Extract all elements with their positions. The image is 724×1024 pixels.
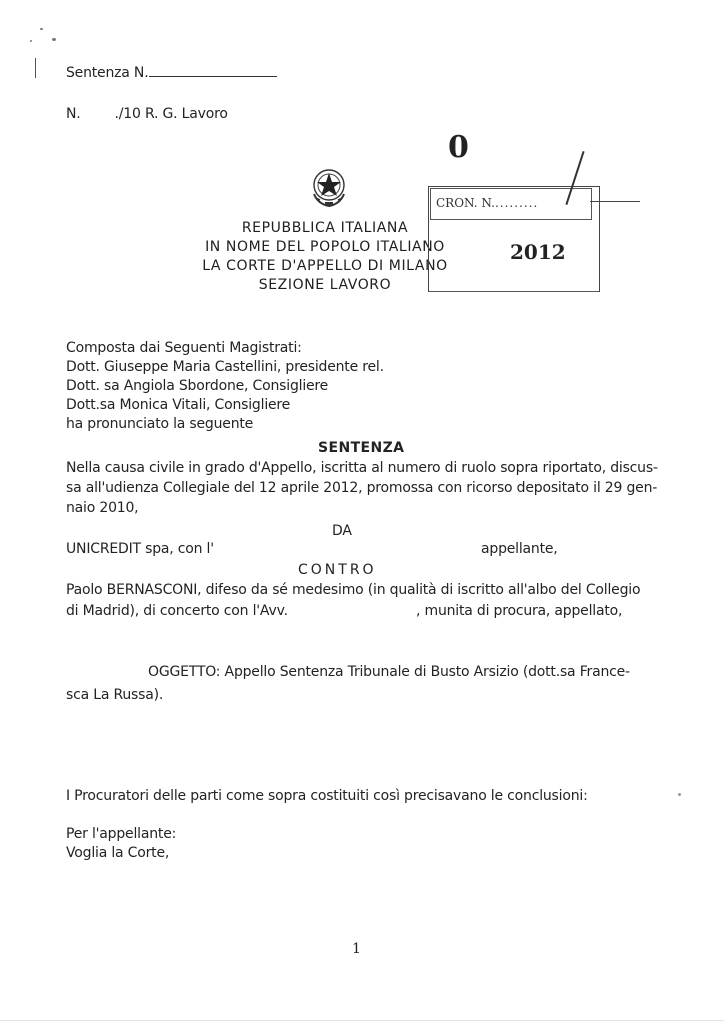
- per-appellante-label: Per l'appellante:: [66, 826, 177, 842]
- voglia-la-corte: Voglia la Corte,: [66, 845, 170, 861]
- respondent-line-1: Paolo BERNASCONI, difeso da sé medesimo (in qualità di iscritto all'albo del Collegio: [66, 582, 641, 598]
- scan-speck: [40, 28, 43, 30]
- stamp-cron-line: CRON. N..........: [436, 196, 539, 210]
- scan-speck: [678, 793, 681, 796]
- stamp-number: 0: [448, 130, 469, 165]
- magistrates-intro: Composta dai Seguenti Magistrati:: [66, 340, 302, 356]
- court-heading-court: LA CORTE D'APPELLO DI MILANO: [202, 258, 448, 274]
- paragraph-case-line-2: sa all'udienza Collegiale del 12 aprile 2012, promossa con ricorso depositato il 29 gen-: [66, 480, 658, 496]
- sentenza-title: SENTENZA: [318, 440, 405, 456]
- margin-mark: [35, 58, 36, 78]
- stamp-cron-label: CRON. N.: [436, 196, 495, 210]
- contro-heading: CONTRO: [298, 562, 377, 578]
- sentenza-number-blank: [149, 64, 277, 77]
- magistrates-closing: ha pronunciato la seguente: [66, 416, 254, 432]
- court-heading-people: IN NOME DEL POPOLO ITALIANO: [205, 239, 445, 255]
- paragraph-case-line-3: naio 2010,: [66, 500, 139, 516]
- respondent-line-2-end: , munita di procura, appellato,: [416, 603, 623, 619]
- italian-republic-emblem: [306, 164, 352, 210]
- da-heading: DA: [332, 523, 352, 539]
- appellant-role: appellante,: [481, 541, 558, 557]
- rg-prefix: N.: [66, 106, 81, 122]
- magistrate-president: Dott. Giuseppe Maria Castellini, presidente rel.: [66, 359, 384, 375]
- magistrate-councillor-2: Dott.sa Monica Vitali, Consigliere: [66, 397, 291, 413]
- rg-suffix: ./10 R. G. Lavoro: [114, 106, 228, 122]
- stamp-signature-tail: [590, 201, 640, 202]
- procuratori-statement: I Procuratori delle parti come sopra costituiti così precisavano le conclusioni:: [66, 788, 588, 804]
- court-heading-section: SEZIONE LAVORO: [258, 277, 392, 293]
- paragraph-case-line-1: Nella causa civile in grado d'Appello, iscritta al numero di ruolo sopra riportato, discus-: [66, 460, 658, 476]
- scan-speck: [30, 40, 32, 42]
- sentenza-number-label: Sentenza N.: [66, 65, 149, 81]
- stamp-year: 2012: [510, 240, 566, 264]
- court-heading-republic: REPUBBLICA ITALIANA: [241, 220, 409, 236]
- scan-speck: [52, 38, 56, 41]
- respondent-line-2-start: di Madrid), di concerto con l'Avv.: [66, 603, 288, 619]
- page-number: 1: [352, 941, 361, 957]
- magistrate-councillor-1: Dott. sa Angiola Sbordone, Consigliere: [66, 378, 329, 394]
- oggetto-line-1: OGGETTO: Appello Sentenza Tribunale di Busto Arsizio (dott.sa France-: [148, 664, 630, 680]
- rg-number-line: [66, 106, 228, 122]
- scan-edge: [0, 1020, 724, 1021]
- oggetto-line-2: sca La Russa).: [66, 687, 164, 703]
- sentenza-number-line: [66, 64, 277, 81]
- appellant-name: UNICREDIT spa, con l': [66, 541, 214, 557]
